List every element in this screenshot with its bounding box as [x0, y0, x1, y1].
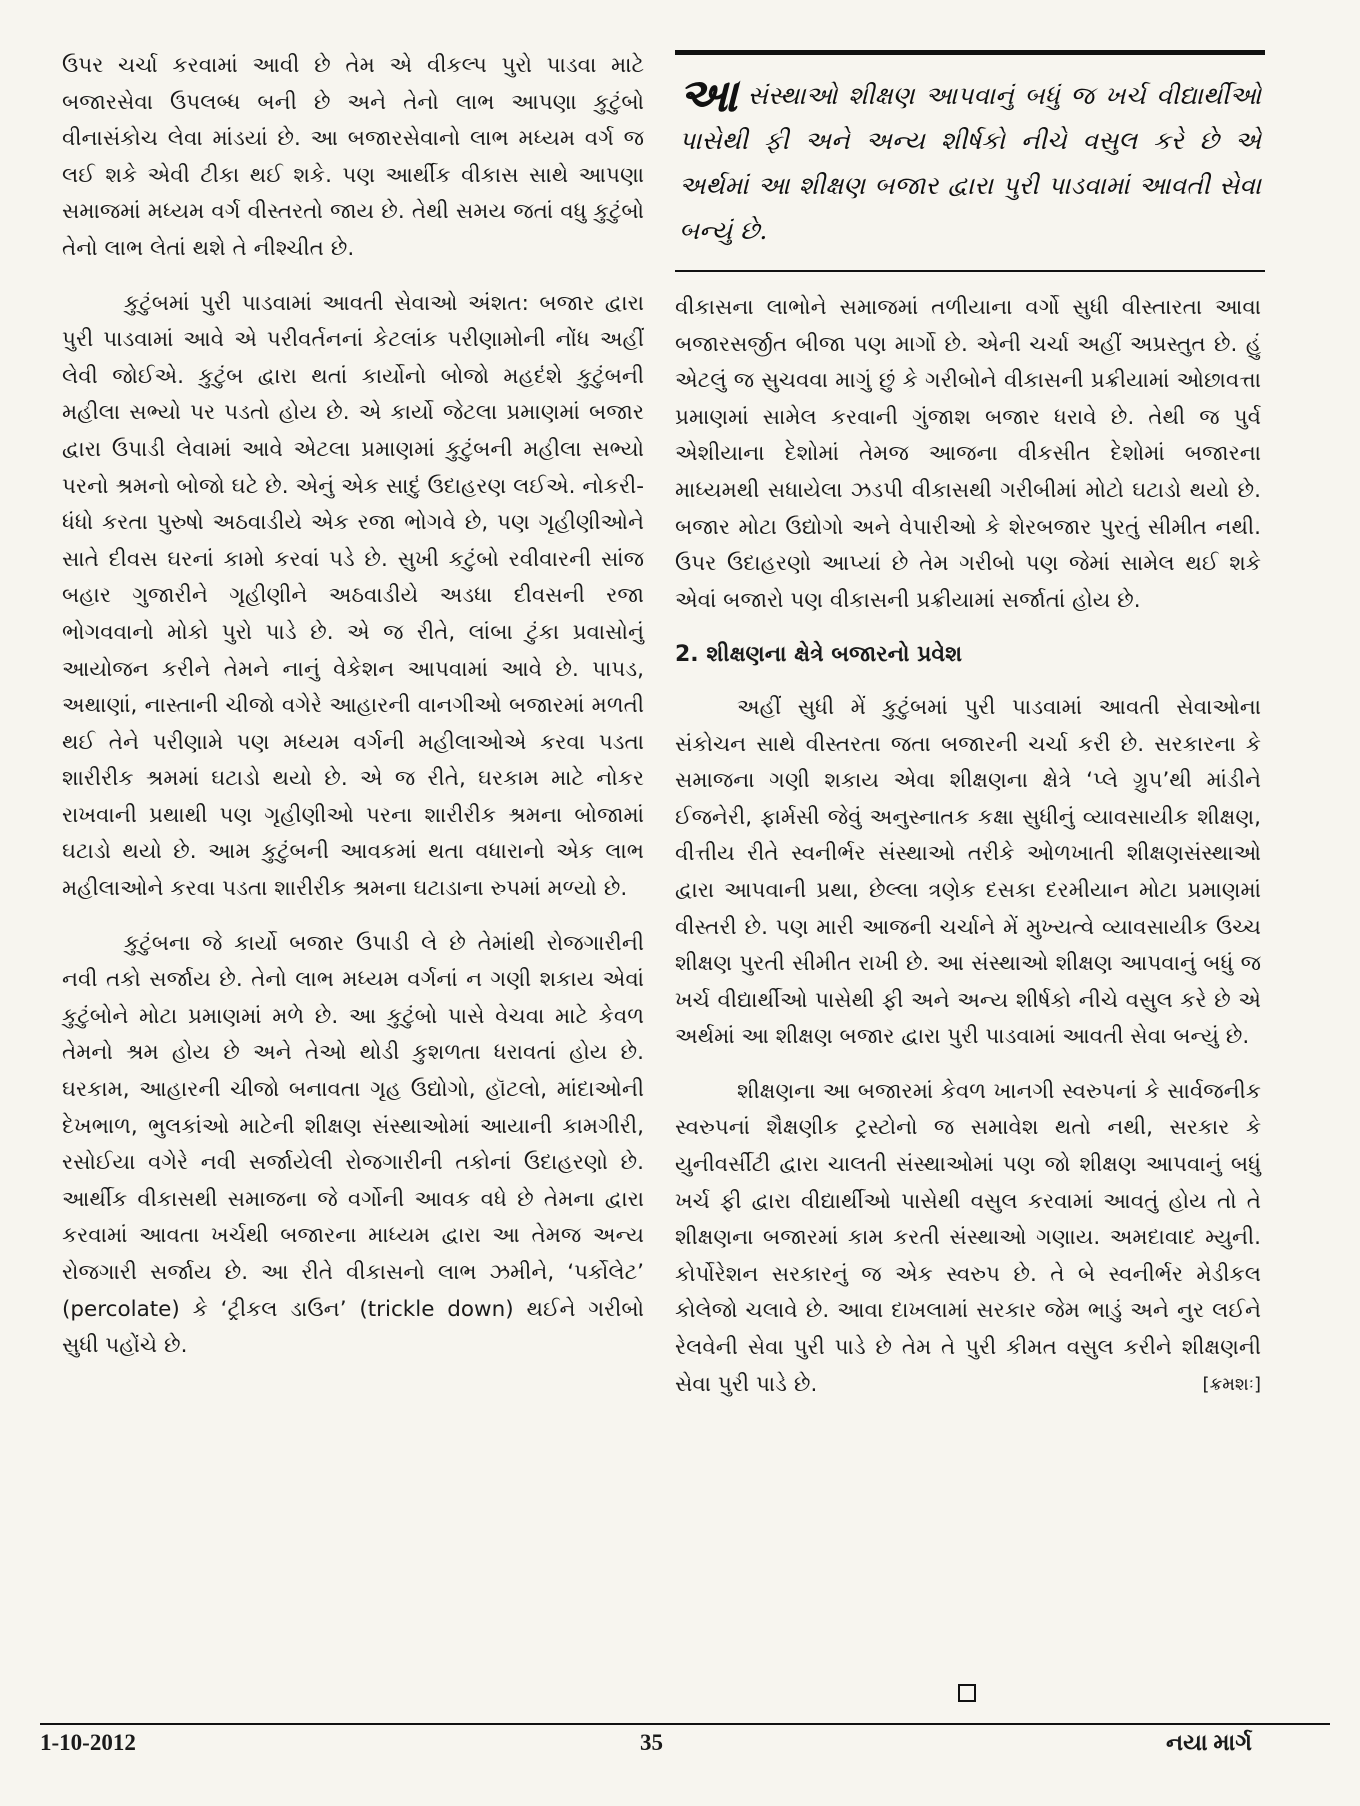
left-column — [62, 48, 644, 1383]
paragraph: કુટુંબના જે કાર્યો બજાર ઉપાડી લે છે તેમાંથી રોજગારીની નવી તકો સર્જાય છે. તેનો લાભ મધ્યમ વર્ગનાં ન ગણી શકાય એવાં કુટુંબોને મોટા પ્રમાણમાં મળે છે. આ કુટુંબો પાસે વેચવા માટે કેવળ તેમનો શ્રમ હોય છે અને તેઓ થોડી કુશળતા ધરાવતાં હોય છે. ઘરકામ, આહારની ચીજો બનાવતા ગૃહ ઉદ્યોગો, હૉટલો, માંદાઓની દેખભાળ, ભુલકાંઓ માટેની શીક્ષણ સંસ્થાઓમાં આયાની કામગીરી, રસોઈયા વગેરે નવી સર્જાયેલી રોજગારીની તકોનાં ઉદાહરણો છે. આર્થીક વીકાસથી સમાજના જે વર્ગોની આવક વધે છે તેમના દ્વારા કરવામાં આવતા ખર્ચથી બજારના માધ્યમ દ્વારા આ તેમજ અન્ય રોજગારી સર્જાય છે. આ રીતે વીકાસનો લાભ ઝમીને, ‘પર્કોલેટ’ (percolate) કે ‘ટ્રીકલ ડાઉન’ (trickle down) થઈને ગરીબો સુધી પહોંચે છે. — [62, 930, 644, 1359]
paragraph: કુટુંબમાં પુરી પાડવામાં આવતી સેવાઓ અંશત: બજાર દ્વારા પુરી પાડવામાં આવે એ પરીવર્તનનાં કેટલાંક પરીણામોની નોંધ અહીં લેવી જોઈએ. કુટુંબ દ્વારા થતાં કાર્યોનો બોજો મહદંશે કુટુંબની મહીલા સભ્યો પર પડતો હોય છે. એ કાર્યો જેટલા પ્રમાણમાં બજાર દ્વારા ઉપાડી લેવામાં આવે એટલા પ્રમાણમાં કુટુંબની મહીલા સભ્યો પરનો શ્રમનો બોજો ઘટે છે. એનું એક સાદું ઉદાહરણ લઈએ. નોકરી-ધંધો કરતા પુરુષો અઠવાડીયે એક રજા ભોગવે છે, પણ ગૃહીણીઓને સાતે દીવસ ઘરનાં કામો કરવાં પડે છે. સુખી કટુંબો રવીવારની સાંજ બહાર ગુજારીને ગૃહીણીને અઠવાડીયે અડધા દીવસની રજા ભોગવવાનો મોકો પુરો પાડે છે. એ જ રીતે, લાંબા ટુંકા પ્રવાસોનું આયોજન કરીને તેમને નાનું વેકેશન આપવામાં આવે છે. પાપડ, અથાણાં, નાસ્તાની ચીજો વગેરે આહારની વાનગીઓ બજારમાં મળતી થઈ તેને પરીણામે પણ મધ્યમ વર્ગની મહીલાઓએ કરવા પડતા શારીરીક શ્રમમાં ઘટાડો થયો છે. એ જ રીતે, ઘરકામ માટે નોકર રાખવાની પ્રથાથી પણ ગૃહીણીઓ પરના શારીરીક શ્રમના બોજામાં ઘટાડો થયો છે. આમ કુટુંબની આવકમાં થતા વધારાનો એક લાભ મહીલાઓને કરવા પડતા શારીરીક શ્રમના ઘટાડાના રુપમાં મળ્યો છે. — [62, 290, 644, 902]
right-column — [675, 290, 1261, 1421]
pull-quote-lead: આ — [679, 68, 738, 122]
paragraph: અહીં સુધી મેં કુટુંબમાં પુરી પાડવામાં આવતી સેવાઓના સંકોચન સાથે વીસ્તરતા જતા બજારની ચર્ચા કરી છે. સરકારના કે સમાજના ગણી શકાય એવા શીક્ષણના ક્ષેત્રે ‘પ્લે ગ્રુપ’થી માંડીને ઈજનેરી, ફાર્મસી જેવું અનુસ્નાતક કક્ષા સુધીનું વ્યાવસાયીક શીક્ષણ, વીત્તીય રીતે સ્વનીર્ભર સંસ્થાઓ તરીકે ઓળખાતી શીક્ષણસંસ્થાઓ દ્વારા આપવાની પ્રથા, છેલ્લા ત્રણેક દસકા દરમીયાન મોટા પ્રમાણમાં વીસ્તરી છે. પણ મારી આજની ચર્ચાને મેં મુખ્યત્વે વ્યાવસાયીક ઉચ્ચ શીક્ષણ પુરતી સીમીત રાખી છે. આ સંસ્થાઓ શીક્ષણ આપવાનું બધું જ ખર્ચ વીદ્યાર્થીઓ પાસેથી ફી અને અન્ય શીર્ષકો નીચે વસુલ કરે છે એ અર્થમાં આ શીક્ષણ બજાર દ્વારા પુરી પાડવામાં આવતી સેવા બન્યું છે. — [675, 694, 1261, 1050]
continued-marker: [ક્રમશઃ] — [1202, 1373, 1261, 1395]
paragraph — [675, 1074, 1261, 1403]
pull-quote-text: સંસ્થાઓ શીક્ષણ આપવાનું બધું જ ખર્ચ વીદ્યાર્થીઓ પાસેથી ફી અને અન્ય શીર્ષકો નીચે વસુલ કરે છે એ અર્થમાં આ શીક્ષણ બજાર દ્વારા પુરી પાડવામાં આવતી સેવા બન્યું છે. — [679, 81, 1261, 245]
end-of-article-mark — [958, 1684, 976, 1702]
paragraph: ઉપર ચર્ચા કરવામાં આવી છે તેમ એ વીકલ્પ પુરો પાડવા માટે બજારસેવા ઉપલબ્ધ બની છે અને તેનો લાભ આપણા કુટુંબો વીનાસંકોચ લેવા માંડયાં છે. આ બજારસેવાનો લાભ મધ્યમ વર્ગ જ લઈ શકે એવી ટીકા થઈ શકે. પણ આર્થીક વીકાસ સાથે આપણા સમાજમાં મધ્યમ વર્ગ વીસ્તરતો જાય છે. તેથી સમય જતાં વધુ કુટુંબો તેનો લાભ લેતાં થશે તે નીશ્ચીત છે. — [62, 53, 644, 261]
page-number: 35 — [640, 1730, 663, 1755]
pull-quote — [675, 50, 1265, 272]
issue-date: 1-10-2012 — [40, 1730, 136, 1755]
magazine-name: નયા માર્ગ — [1166, 1730, 1253, 1755]
paragraph: વીકાસના લાભોને સમાજમાં તળીયાના વર્ગો સુધી વીસ્તારતા આવા બજારસર્જીત બીજા પણ માર્ગો છે. એની ચર્ચા અહીં અપ્રસ્તુત છે. હું એટલું જ સુચવવા માગું છું કે ગરીબોને વીકાસની પ્રક્રીયામાં ઓછાવત્તા પ્રમાણમાં સામેલ કરવાની ગુંજાશ બજાર ધરાવે છે. તેથી જ પુર્વ એશીયાના દેશોમાં તેમજ આજના વીકસીત દેશોમાં બજારના માધ્યમથી સધાયેલા ઝડપી વીકાસથી ગરીબીમાં મોટો ઘટાડો થયો છે. બજાર મોટા ઉદ્યોગો અને વેપારીઓ કે શેરબજાર પુરતું સીમીત નથી. ઉપર ઉદાહરણો આપ્યાં છે તેમ ગરીબો પણ જેમાં સામેલ થઈ શકે એવાં બજારો પણ વીકાસની પ્રક્રીયામાં સર્જાતાં હોય છે. — [675, 295, 1261, 613]
section-heading: 2. શીક્ષણના ક્ષેત્રે બજારનો પ્રવેશ — [675, 642, 963, 668]
footer-rule — [40, 1723, 1330, 1725]
paragraph-text: શીક્ષણના આ બજારમાં કેવળ ખાનગી સ્વરુપનાં કે સાર્વજનીક સ્વરુપનાં શૈક્ષણીક ટ્રસ્ટોનો જ સમાવેશ થતો નથી, સરકાર કે યુનીવર્સીટી દ્વારા ચાલતી સંસ્થાઓમાં પણ જો શીક્ષણ આપવાનું બધું ખર્ચ ફી દ્વારા વીદ્યાર્થીઓ પાસેથી વસુલ કરવામાં આવતું હોય તો તે શીક્ષણના બજારમાં કામ કરતી સંસ્થાઓ ગણાય. અમદાવાદ મ્યુની. કોર્પોરેશન સરકારનું જ એક સ્વરુપ છે. તે બે સ્વનીર્ભર મેડીકલ કોલેજો ચલાવે છે. આવા દાખલામાં સરકાર જેમ ભાડું અને નુર લઈને રેલવેની સેવા પુરી પાડે છે તેમ તે પુરી કીમત વસુલ કરીને શીક્ષણની સેવા પુરી પાડે છે. — [675, 1078, 1261, 1397]
